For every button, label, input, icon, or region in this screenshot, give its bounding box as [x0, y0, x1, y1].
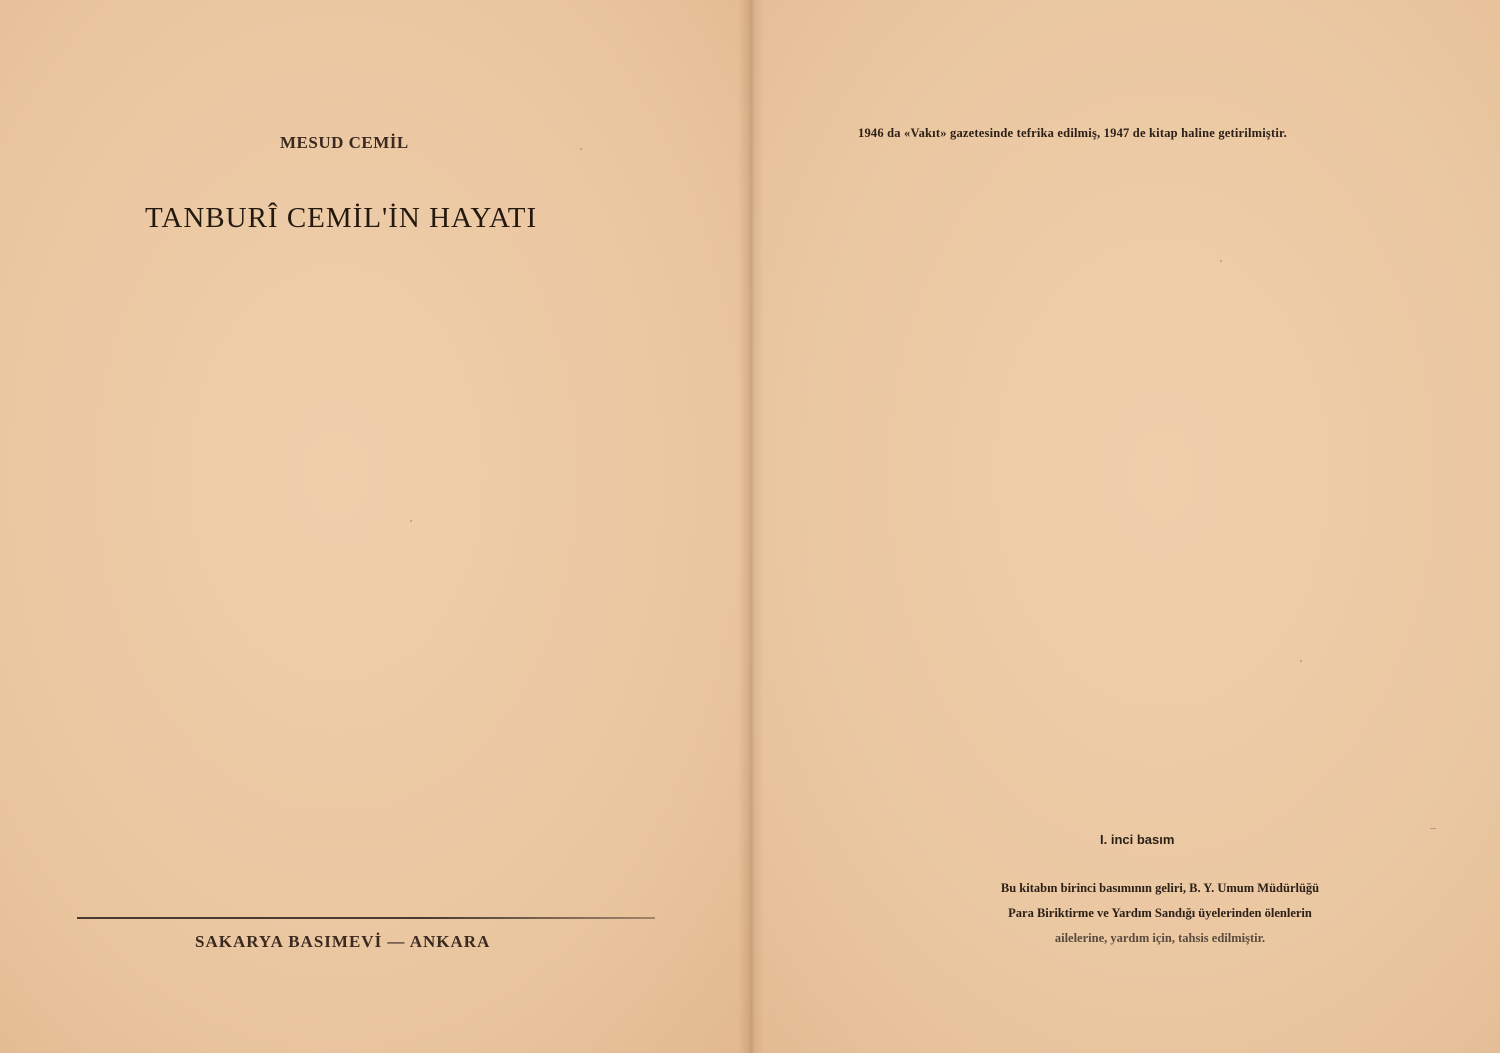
paper-speck — [410, 520, 412, 522]
serialization-note: 1946 da «Vakıt» gazetesinde tefrika edilmiş, 1947 de kitap haline getirilmiştir. — [858, 126, 1287, 140]
paper-speck — [1220, 260, 1222, 262]
author-name: MESUD CEMİL — [280, 133, 409, 152]
paper-speck — [580, 148, 582, 150]
dedication-line: Para Biriktirme ve Yardım Sandığı üyelerinden ölenlerin — [1008, 906, 1312, 920]
book-gutter — [738, 0, 764, 1053]
left-page — [0, 0, 748, 1053]
paper-speck — [1172, 912, 1174, 914]
edition-label: I. inci basım — [1100, 832, 1175, 847]
paper-speck — [1300, 660, 1302, 662]
dedication-line: ailelerine, yardım için, tahsis edilmiştir. — [1054, 931, 1266, 945]
publisher-imprint: SAKARYA BASIMEVİ — ANKARA — [195, 932, 491, 951]
dedication-text — [910, 876, 1410, 951]
divider-rule — [77, 917, 655, 919]
dedication-line: Bu kitabın birinci basımının geliri, B. Y. Umum Müdürlüğü — [1000, 881, 1320, 895]
book-title: TANBURÎ CEMİL'İN HAYATI — [145, 202, 538, 234]
paper-speck — [1430, 828, 1436, 829]
